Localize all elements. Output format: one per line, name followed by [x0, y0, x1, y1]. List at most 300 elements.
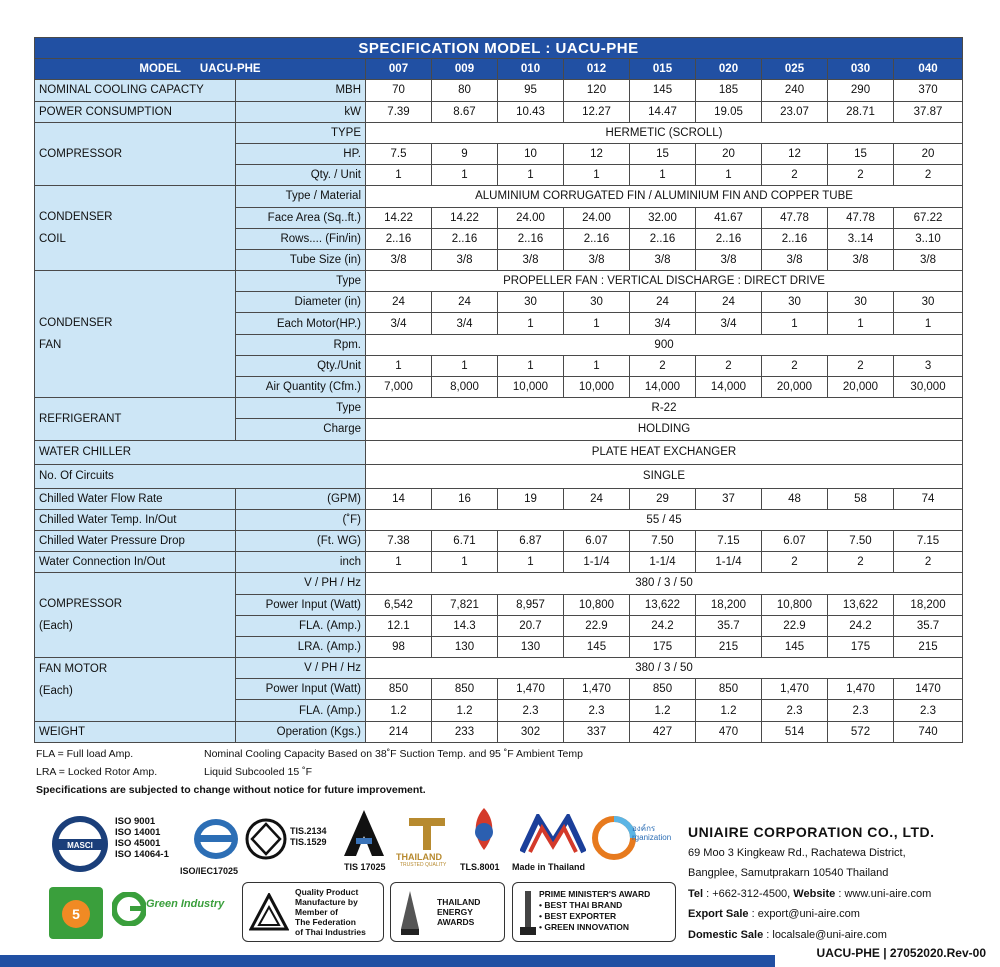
energy-awards-badge — [390, 882, 505, 942]
row-value: HOLDING — [366, 419, 963, 440]
row-unit: kW — [236, 101, 366, 122]
row-value: PROPELLER FAN : VERTICAL DISCHARGE : DIRECT DRIVE — [366, 271, 963, 292]
thailand-trust-logo — [405, 816, 449, 850]
value-cell: 24.2 — [630, 615, 696, 636]
company-name: UNIAIRE CORPORATION CO., LTD. — [688, 824, 935, 840]
value-cell: 1 — [498, 552, 564, 573]
row-unit: Rpm. — [236, 334, 366, 355]
value-cell: 1 — [564, 355, 630, 376]
group-label: FAN MOTOR (Each) — [35, 658, 236, 722]
green-industry-icon — [112, 892, 146, 926]
table-row — [35, 440, 963, 464]
value-cell: 10.43 — [498, 101, 564, 122]
value-cell: 1.2 — [432, 700, 498, 721]
value-cell: 24.2 — [828, 615, 894, 636]
thailand-label: THAILAND — [396, 852, 442, 862]
value-cell: 12 — [762, 143, 828, 164]
trophy-icon — [399, 889, 421, 937]
value-cell: 1 — [498, 313, 564, 334]
row-value: 380 / 3 / 50 — [366, 573, 963, 594]
tls-label: TLS.8001 — [460, 862, 500, 872]
value-cell: 1,470 — [828, 679, 894, 700]
row-unit: HP. — [236, 143, 366, 164]
value-cell: 6.07 — [564, 530, 630, 551]
table-row — [35, 271, 963, 292]
value-cell: 98 — [366, 636, 432, 657]
value-cell: 1 — [828, 313, 894, 334]
company-address-2: Bangplee, Samutprakarn 10540 Thailand — [688, 867, 889, 879]
value-cell: 7.39 — [366, 101, 432, 122]
value-cell: 3/8 — [564, 249, 630, 270]
value-cell: 14.47 — [630, 101, 696, 122]
value-cell: 74 — [894, 488, 963, 509]
group-label: CONDENSER FAN — [35, 271, 236, 398]
value-cell: 6.07 — [762, 530, 828, 551]
value-cell: 240 — [762, 80, 828, 101]
value-cell: 18,200 — [894, 594, 963, 615]
value-cell: 29 — [630, 488, 696, 509]
model-header-row — [35, 59, 963, 80]
value-cell: 95 — [498, 80, 564, 101]
value-cell: 7,821 — [432, 594, 498, 615]
value-cell: 6,542 — [366, 594, 432, 615]
value-cell: 30 — [828, 292, 894, 313]
value-cell: 28.71 — [828, 101, 894, 122]
value-cell: 1 — [564, 313, 630, 334]
value-cell: 7.15 — [894, 530, 963, 551]
fti-badge — [242, 882, 384, 942]
table-row — [35, 186, 963, 207]
value-cell: 32.00 — [630, 207, 696, 228]
pm-award-badge — [512, 882, 676, 942]
value-cell: 1.2 — [366, 700, 432, 721]
row-unit: Type / Material — [236, 186, 366, 207]
value-cell: 2 — [894, 165, 963, 186]
value-cell: 14 — [366, 488, 432, 509]
row-unit: V / PH / Hz — [236, 658, 366, 679]
value-cell: 7.50 — [828, 530, 894, 551]
value-cell: 1,470 — [498, 679, 564, 700]
value-cell: 2..16 — [696, 228, 762, 249]
value-cell: 214 — [366, 721, 432, 742]
value-cell: 14.3 — [432, 615, 498, 636]
model-col: 040 — [894, 59, 963, 80]
row-unit: Tube Size (in) — [236, 249, 366, 270]
value-cell: 3/4 — [366, 313, 432, 334]
value-cell: 15 — [630, 143, 696, 164]
spec-title: SPECIFICATION MODEL : UACU-PHE — [35, 38, 963, 59]
value-cell: 3 — [894, 355, 963, 376]
value-cell: 175 — [630, 636, 696, 657]
row-unit: Face Area (Sq..ft.) — [236, 207, 366, 228]
value-cell: 10,000 — [564, 377, 630, 398]
row-label: Chilled Water Flow Rate — [35, 488, 236, 509]
value-cell: 1-1/4 — [630, 552, 696, 573]
value-cell: 1 — [498, 165, 564, 186]
value-cell: 514 — [762, 721, 828, 742]
value-cell: 2 — [630, 355, 696, 376]
table-row — [35, 658, 963, 679]
value-cell: 850 — [432, 679, 498, 700]
value-cell: 290 — [828, 80, 894, 101]
value-cell: 8.67 — [432, 101, 498, 122]
value-cell: 3/4 — [432, 313, 498, 334]
value-cell: 3/8 — [828, 249, 894, 270]
value-cell: 80 — [432, 80, 498, 101]
row-value: 380 / 3 / 50 — [366, 658, 963, 679]
value-cell: 2 — [696, 355, 762, 376]
model-col: 030 — [828, 59, 894, 80]
value-cell: 19 — [498, 488, 564, 509]
row-label: Water Connection In/Out — [35, 552, 236, 573]
value-cell: 12 — [564, 143, 630, 164]
company-contact: Tel : +662-312-4500, Website : www.uni-aire.com — [688, 887, 932, 900]
value-cell: 30,000 — [894, 377, 963, 398]
note-nominal: Nominal Cooling Capacity Based on 38˚F Suction Temp. and 95 ˚F Ambient Temp — [204, 748, 583, 760]
row-label: WEIGHT — [35, 721, 236, 742]
value-cell: 37 — [696, 488, 762, 509]
value-cell: 16 — [432, 488, 498, 509]
value-cell: 37.87 — [894, 101, 963, 122]
value-cell: 3/8 — [894, 249, 963, 270]
value-cell: 233 — [432, 721, 498, 742]
footer-bar — [0, 955, 775, 967]
row-unit: Type — [236, 271, 366, 292]
value-cell: 8,000 — [432, 377, 498, 398]
value-cell: 370 — [894, 80, 963, 101]
iso-list: ISO 9001 ISO 14001 ISO 45001 ISO 14064-1 — [115, 816, 169, 860]
value-cell: 3..10 — [894, 228, 963, 249]
value-cell: 19.05 — [696, 101, 762, 122]
row-unit: inch — [236, 552, 366, 573]
row-label: WATER CHILLER — [35, 440, 366, 464]
model-col: 009 — [432, 59, 498, 80]
tis17025-logo — [342, 808, 386, 858]
tis-logo — [245, 818, 287, 860]
value-cell: 337 — [564, 721, 630, 742]
spec-table — [34, 37, 963, 743]
value-cell: 3..14 — [828, 228, 894, 249]
organization-logo — [592, 816, 636, 860]
value-cell: 3/4 — [630, 313, 696, 334]
group-label: REFRIGERANT — [35, 398, 236, 440]
tis17025-label: TIS 17025 — [344, 862, 386, 872]
value-cell: 13,622 — [828, 594, 894, 615]
row-label: Chilled Water Temp. In/Out — [35, 509, 236, 530]
row-value: R-22 — [366, 398, 963, 419]
iec-label: ISO/IEC17025 — [180, 866, 239, 876]
value-cell: 2 — [828, 165, 894, 186]
value-cell: 7.38 — [366, 530, 432, 551]
row-unit: FLA. (Amp.) — [236, 700, 366, 721]
value-cell: 1 — [366, 165, 432, 186]
value-cell: 145 — [762, 636, 828, 657]
value-cell: 1.2 — [630, 700, 696, 721]
table-row — [35, 101, 963, 122]
table-row — [35, 573, 963, 594]
value-cell: 24 — [564, 488, 630, 509]
value-cell: 1 — [366, 552, 432, 573]
value-cell: 2 — [828, 552, 894, 573]
value-cell: 185 — [696, 80, 762, 101]
value-cell: 24 — [432, 292, 498, 313]
fti-icon — [249, 893, 289, 933]
value-cell: 14.22 — [432, 207, 498, 228]
value-cell: 41.67 — [696, 207, 762, 228]
svg-text:5: 5 — [72, 906, 80, 922]
value-cell: 1-1/4 — [696, 552, 762, 573]
value-cell: 850 — [366, 679, 432, 700]
value-cell: 1 — [432, 552, 498, 573]
value-cell: 3/8 — [498, 249, 564, 270]
value-cell: 6.71 — [432, 530, 498, 551]
row-unit: (Ft. WG) — [236, 530, 366, 551]
row-unit: LRA. (Amp.) — [236, 636, 366, 657]
value-cell: 30 — [564, 292, 630, 313]
value-cell: 47.78 — [762, 207, 828, 228]
value-cell: 130 — [498, 636, 564, 657]
value-cell: 58 — [828, 488, 894, 509]
value-cell: 13,622 — [630, 594, 696, 615]
value-cell: 12.27 — [564, 101, 630, 122]
value-cell: 427 — [630, 721, 696, 742]
value-cell: 2.3 — [762, 700, 828, 721]
row-unit: V / PH / Hz — [236, 573, 366, 594]
value-cell: 3/8 — [762, 249, 828, 270]
value-cell: 24.00 — [498, 207, 564, 228]
value-cell: 850 — [696, 679, 762, 700]
value-cell: 1470 — [894, 679, 963, 700]
value-cell: 47.78 — [828, 207, 894, 228]
value-cell: 302 — [498, 721, 564, 742]
value-cell: 14,000 — [696, 377, 762, 398]
value-cell: 2 — [762, 552, 828, 573]
value-cell: 2..16 — [762, 228, 828, 249]
row-unit: Each Motor(HP.) — [236, 313, 366, 334]
energy-label-logo — [48, 886, 104, 940]
value-cell: 145 — [630, 80, 696, 101]
made-in-thailand-logo — [520, 814, 586, 854]
value-cell: 740 — [894, 721, 963, 742]
value-cell: 23.07 — [762, 101, 828, 122]
fti-text: Quality Product Manufacture by Member of The Federation of Thai Industries — [295, 887, 366, 937]
value-cell: 20,000 — [762, 377, 828, 398]
value-cell: 850 — [630, 679, 696, 700]
value-cell: 20.7 — [498, 615, 564, 636]
row-unit: Power Input (Watt) — [236, 679, 366, 700]
note-lra: LRA = Locked Rotor Amp. — [36, 766, 158, 778]
row-label: Chilled Water Pressure Drop — [35, 530, 236, 551]
value-cell: 14,000 — [630, 377, 696, 398]
value-cell: 35.7 — [894, 615, 963, 636]
model-col: 025 — [762, 59, 828, 80]
model-col: 015 — [630, 59, 696, 80]
value-cell: 1 — [432, 355, 498, 376]
value-cell: 2 — [828, 355, 894, 376]
value-cell: 1,470 — [762, 679, 828, 700]
row-value: PLATE HEAT EXCHANGER — [366, 440, 963, 464]
value-cell: 2.3 — [564, 700, 630, 721]
company-export: Export Sale : export@uni-aire.com — [688, 908, 860, 920]
value-cell: 3/4 — [696, 313, 762, 334]
table-row — [35, 721, 963, 742]
masci-text: MASCI — [67, 841, 93, 850]
row-value: HERMETIC (SCROLL) — [366, 122, 963, 143]
note-fla: FLA = Full load Amp. — [36, 748, 134, 760]
green-industry-label: Green Industry — [146, 898, 225, 910]
value-cell: 10 — [498, 143, 564, 164]
value-cell: 1 — [564, 165, 630, 186]
table-row — [35, 398, 963, 419]
value-cell: 7.50 — [630, 530, 696, 551]
value-cell: 2..16 — [498, 228, 564, 249]
value-cell: 24.00 — [564, 207, 630, 228]
model-col: 020 — [696, 59, 762, 80]
value-cell: 67.22 — [894, 207, 963, 228]
value-cell: 24 — [366, 292, 432, 313]
spec-table-container — [34, 37, 962, 743]
table-row — [35, 80, 963, 101]
value-cell: 120 — [564, 80, 630, 101]
tis-numbers: TIS.2134 TIS.1529 — [290, 826, 327, 847]
value-cell: 30 — [762, 292, 828, 313]
value-cell: 20,000 — [828, 377, 894, 398]
value-cell: 24 — [630, 292, 696, 313]
pm-award-text: PRIME MINISTER'S AWARD • BEST THAI BRAND • BEST EXPORTER • GREEN INNOVATION — [539, 889, 651, 932]
value-cell: 24 — [696, 292, 762, 313]
row-unit: Rows.... (Fin/in) — [236, 228, 366, 249]
row-value: 55 / 45 — [366, 509, 963, 530]
row-unit: TYPE — [236, 122, 366, 143]
value-cell: 12.1 — [366, 615, 432, 636]
row-label: NOMINAL COOLING CAPACTY — [35, 80, 236, 101]
group-label: COMPRESSOR (Each) — [35, 573, 236, 658]
value-cell: 15 — [828, 143, 894, 164]
row-unit: Charge — [236, 419, 366, 440]
value-cell: 10,800 — [762, 594, 828, 615]
company-domestic: Domestic Sale : localsale@uni-aire.com — [688, 928, 887, 941]
value-cell: 1 — [762, 313, 828, 334]
value-cell: 7.5 — [366, 143, 432, 164]
value-cell: 175 — [828, 636, 894, 657]
value-cell: 10,000 — [498, 377, 564, 398]
table-row — [35, 530, 963, 551]
value-cell: 1,470 — [564, 679, 630, 700]
value-cell: 2 — [762, 355, 828, 376]
table-row — [35, 509, 963, 530]
thailand-sub: TRUSTED QUALITY — [400, 862, 447, 868]
group-label: COMPRESSOR — [35, 122, 236, 186]
tls-logo — [465, 806, 503, 852]
certification-logos — [40, 806, 685, 951]
row-unit: Type — [236, 398, 366, 419]
value-cell: 470 — [696, 721, 762, 742]
table-row — [35, 552, 963, 573]
value-cell: 1 — [630, 165, 696, 186]
row-unit: Power Input (Watt) — [236, 594, 366, 615]
value-cell: 2..16 — [564, 228, 630, 249]
group-label: CONDENSER COIL — [35, 186, 236, 271]
value-cell: 1 — [894, 313, 963, 334]
value-cell: 48 — [762, 488, 828, 509]
value-cell: 7,000 — [366, 377, 432, 398]
made-label: Made in Thailand — [512, 862, 586, 872]
value-cell: 215 — [696, 636, 762, 657]
table-row — [35, 464, 963, 488]
value-cell: 3/8 — [696, 249, 762, 270]
note-disclaimer: Specifications are subjected to change without notice for future improvement. — [36, 784, 426, 796]
document-reference: UACU-PHE | 27052020.Rev-00 — [816, 946, 986, 960]
value-cell: 145 — [564, 636, 630, 657]
value-cell: 215 — [894, 636, 963, 657]
value-cell: 8,957 — [498, 594, 564, 615]
value-cell: 572 — [828, 721, 894, 742]
table-row — [35, 122, 963, 143]
value-cell: 3/8 — [630, 249, 696, 270]
value-cell: 30 — [894, 292, 963, 313]
value-cell: 7.15 — [696, 530, 762, 551]
energy-awards-text: THAILAND ENERGY AWARDS — [437, 897, 481, 927]
value-cell: 20 — [894, 143, 963, 164]
value-cell: 1 — [498, 355, 564, 376]
value-cell: 6.87 — [498, 530, 564, 551]
row-unit: Qty. / Unit — [236, 165, 366, 186]
note-liquid: Liquid Subcooled 15 ˚F — [204, 766, 312, 778]
row-unit: Air Quantity (Cfm.) — [236, 377, 366, 398]
value-cell: 1.2 — [696, 700, 762, 721]
masci-logo — [50, 814, 110, 874]
value-cell: 2 — [762, 165, 828, 186]
value-cell: 2..16 — [630, 228, 696, 249]
company-address-1: 69 Moo 3 Kingkeaw Rd., Rachatewa District, — [688, 846, 906, 859]
model-col: 010 — [498, 59, 564, 80]
row-value: ALUMINIUM CORRUGATED FIN / ALUMINIUM FIN AND COPPER TUBE — [366, 186, 963, 207]
trophy-icon — [519, 889, 537, 937]
value-cell: 2.3 — [498, 700, 564, 721]
value-cell: 1 — [432, 165, 498, 186]
value-cell: 18,200 — [696, 594, 762, 615]
model-label: MODEL UACU-PHE — [35, 59, 366, 80]
table-row — [35, 488, 963, 509]
iec-logo — [192, 816, 240, 862]
value-cell: 22.9 — [564, 615, 630, 636]
row-label: No. Of Circuits — [35, 464, 366, 488]
row-value: SINGLE — [366, 464, 963, 488]
value-cell: 130 — [432, 636, 498, 657]
value-cell: 10,800 — [564, 594, 630, 615]
value-cell: 9 — [432, 143, 498, 164]
row-unit: MBH — [236, 80, 366, 101]
value-cell: 1 — [366, 355, 432, 376]
value-cell: 3/8 — [432, 249, 498, 270]
row-unit: Operation (Kgs.) — [236, 721, 366, 742]
row-unit: FLA. (Amp.) — [236, 615, 366, 636]
company-info — [688, 822, 963, 945]
row-unit: Diameter (in) — [236, 292, 366, 313]
organization-text: องค์กร rganization — [632, 824, 672, 842]
value-cell: 2.3 — [828, 700, 894, 721]
value-cell: 20 — [696, 143, 762, 164]
value-cell: 3/8 — [366, 249, 432, 270]
value-cell: 2 — [894, 552, 963, 573]
row-unit: Qty./Unit — [236, 355, 366, 376]
model-col: 007 — [366, 59, 432, 80]
row-value: 900 — [366, 334, 963, 355]
value-cell: 22.9 — [762, 615, 828, 636]
row-unit: (GPM) — [236, 488, 366, 509]
value-cell: 2..16 — [366, 228, 432, 249]
value-cell: 30 — [498, 292, 564, 313]
